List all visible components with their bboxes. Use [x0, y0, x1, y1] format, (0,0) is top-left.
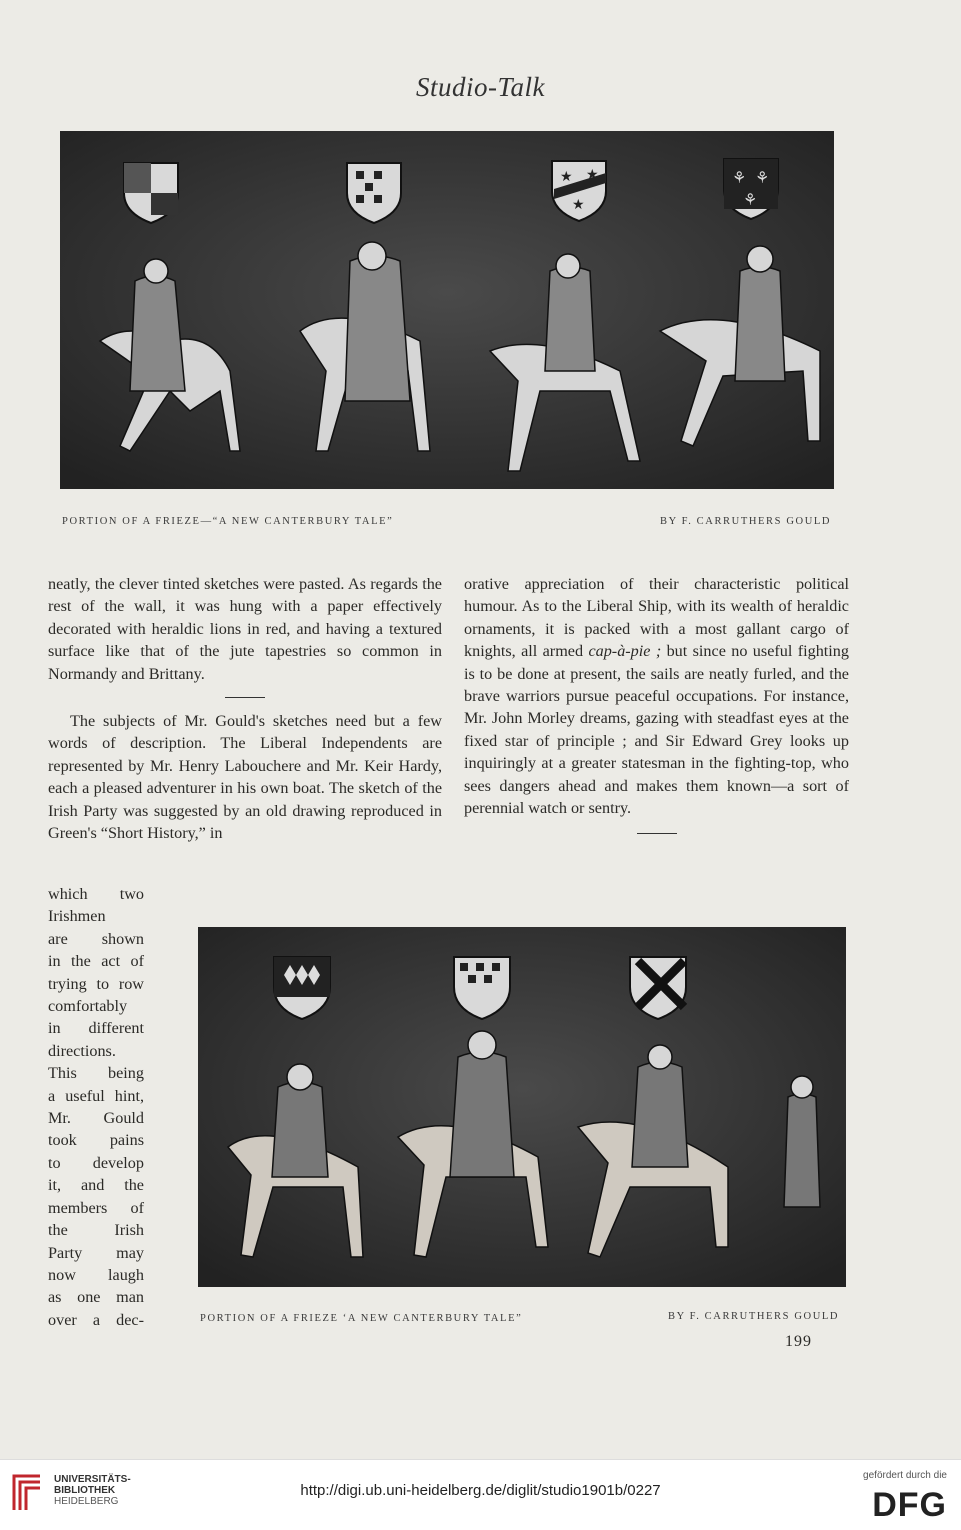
text-line: members of — [48, 1198, 144, 1217]
text-line: over a dec- — [48, 1310, 144, 1329]
text-line: Party may — [48, 1243, 144, 1262]
section-divider — [225, 697, 265, 698]
figure-caption-bottom-left: PORTION OF A FRIEZE ‘A NEW CANTERBURY TALE” — [200, 1313, 523, 1324]
text-line: in different — [48, 1019, 144, 1038]
paragraph-text: but since no useful fighting is to be done at present, the sails are neatly furled, and the brave warriors pursue peaceful occupations. For instance, Mr. John Morley dreams, gazing with steadfast eyes at the fixed star of principle ; and Sir Edward Grey looks up inquiringly at a greater statesman in the fighting-top, who sees dangers ahead and makes them known—a sort of perennial watch or sentry. — [464, 642, 849, 818]
source-url-link[interactable]: http://digi.ub.uni-heidelberg.de/diglit/studio1901b/0227 — [300, 1482, 661, 1499]
text-line: are shown — [48, 929, 144, 948]
footer-bar — [0, 1459, 961, 1530]
text-line: took pains — [48, 1131, 144, 1150]
text-line: This being — [48, 1064, 144, 1083]
funding-note: gefördert durch die — [863, 1470, 947, 1481]
svg-text:★: ★ — [586, 168, 599, 183]
page-number: 199 — [785, 1333, 812, 1350]
text-line: the Irish — [48, 1221, 144, 1240]
library-line: HEIDELBERG — [54, 1496, 119, 1507]
svg-text:★: ★ — [572, 198, 585, 213]
text-line: comfortably — [48, 997, 128, 1016]
svg-text:⚘: ⚘ — [732, 170, 747, 187]
text-line: in the act of — [48, 952, 144, 971]
narrow-text-column — [48, 883, 144, 1331]
text-line: a useful hint, — [48, 1086, 144, 1105]
left-column — [48, 573, 442, 844]
right-column — [464, 573, 849, 834]
dfg-logo: DFG — [872, 1486, 947, 1524]
text-line: Mr. Gould — [48, 1109, 144, 1128]
text-line: directions. — [48, 1041, 116, 1060]
italic-phrase: cap-à-pie ; — [588, 642, 662, 661]
text-line: as one man — [48, 1288, 144, 1307]
figure-caption-top-left: PORTION OF A FRIEZE—“A NEW CANTERBURY TALE” — [62, 516, 394, 527]
text-line: trying to row — [48, 974, 144, 993]
svg-text:⚘: ⚘ — [743, 192, 758, 209]
paragraph: The subjects of Mr. Gould's sketches need but a few words of description. The Liberal Independents are represented by Mr. Henry Labouchere and Mr. Keir Hardy, each a pleased adventurer in his own boat. The sketch of the Irish Party was suggested by an old drawing reproduced in Green's “Short History,” in — [48, 712, 442, 843]
text-line: now laugh — [48, 1265, 144, 1284]
figure-caption-top-right: BY F. CARRUTHERS GOULD — [660, 516, 832, 527]
text-line: Irishmen — [48, 907, 106, 926]
paragraph: neatly, the clever tinted sketches were pasted. As regards the rest of the wall, it was hung with a paper effectively decorated with heraldic lions in red, and having a textured surface like that of the jute tapestries so common in Normandy and Brittany. — [48, 575, 442, 683]
text-line: to develop — [48, 1153, 144, 1172]
library-line: UNIVERSITÄTS- — [54, 1474, 131, 1485]
library-line: BIBLIOTHEK — [54, 1485, 116, 1496]
page-title: Studio-Talk — [415, 72, 546, 102]
section-divider — [637, 833, 677, 834]
text-line: it, and the — [48, 1176, 144, 1195]
paragraph — [464, 573, 849, 819]
paragraph-text: orative appreciation of their characteristic political humour. As to the Liberal Ship, with its wealth of heraldic ornaments, it is packed with a most gallant cargo of knights, all armed — [464, 575, 849, 661]
svg-text:⚘: ⚘ — [755, 170, 770, 187]
text-line: which two — [48, 885, 144, 903]
svg-text:★: ★ — [560, 170, 573, 185]
figure-caption-bottom-right: BY F. CARRUTHERS GOULD — [668, 1311, 840, 1322]
frieze-illustration-top — [60, 131, 834, 489]
frieze-illustration-bottom — [198, 927, 846, 1287]
